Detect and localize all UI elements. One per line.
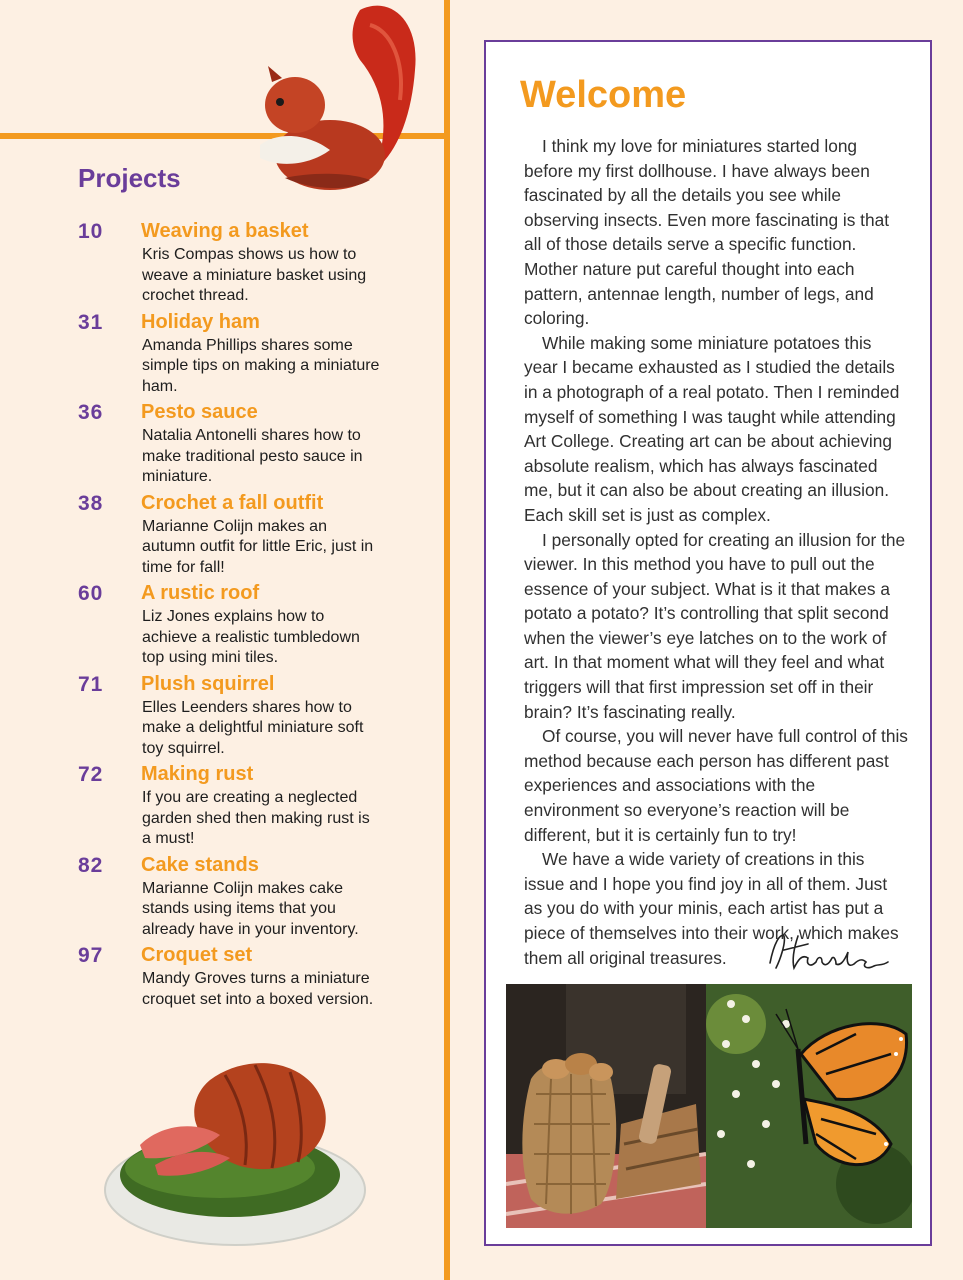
- potato-sack-photo: [506, 984, 706, 1228]
- welcome-panel: [484, 40, 932, 1246]
- project-title[interactable]: Cake stands: [141, 853, 259, 876]
- page-number: 82: [78, 853, 104, 877]
- welcome-paragraph: I personally opted for creating an illusion for the viewer. In this method you have to pull out the essence of your subject. What is it that makes a potato a potato? It’s controlling that split second when the viewer’s eye latches on to the work of art. In that moment what will they feel and what triggers will that first impression set off in their brain? It’s fascinating really.: [524, 529, 906, 722]
- project-description: Elles Leenders shares how to make a delightful miniature soft toy squirrel.: [142, 698, 364, 757]
- project-title[interactable]: Pesto sauce: [141, 401, 258, 423]
- project-item[interactable]: [78, 763, 378, 854]
- page-number: 72: [78, 763, 104, 786]
- project-description: Amanda Phillips shares some simple tips on making a miniature ham.: [142, 336, 380, 395]
- project-description: Natalia Antonelli shares how to make traditional pesto sauce in miniature.: [142, 427, 363, 485]
- project-item[interactable]: [78, 311, 378, 402]
- project-title[interactable]: Crochet a fall outfit: [141, 491, 324, 514]
- orange-divider: [444, 0, 450, 1280]
- welcome-paragraph: While making some miniature potatoes this year I became exhausted as I studied the details in a photograph of a real potato. Then I reminded myself of something I was taught while attending Art College. Creating art can be about achieving absolute realism, which has always fascinated me, but it can also be about creating an illusion. Each skill set is just as complex.: [524, 332, 900, 525]
- projects-heading: Projects: [78, 163, 181, 193]
- project-item[interactable]: [78, 673, 378, 764]
- project-title[interactable]: A rustic roof: [141, 582, 260, 604]
- project-item[interactable]: [78, 401, 378, 492]
- page-number: 10: [78, 220, 104, 243]
- welcome-body: [524, 134, 908, 970]
- welcome-paragraph: Of course, you will never have full control of this method because each person has different past experiences and associations with the environment so everyone’s reaction will be different, but it is certainly fun to try!: [524, 726, 908, 845]
- project-title[interactable]: Making rust: [141, 763, 254, 785]
- welcome-paragraph: I think my love for miniatures started long before my first dollhouse. I have always been fascinated by all the details you see while observing insects. Even more fascinating is that all of those details serve a specific function. Mother nature put careful thought into each pattern, antennae length, number of legs, and coloring.: [524, 136, 890, 329]
- ham-image: [100, 1040, 370, 1250]
- squirrel-image: [240, 0, 425, 200]
- project-title[interactable]: Plush squirrel: [141, 672, 275, 695]
- butterfly-photo: [706, 984, 912, 1228]
- page-number: 60: [78, 582, 104, 605]
- project-description: If you are creating a neglected garden shed then making rust is a must!: [142, 789, 370, 847]
- project-description: Kris Compas shows us how to weave a miniature basket using crochet thread.: [142, 246, 367, 304]
- welcome-paragraph: We have a wide variety of creations in this issue and I hope you find joy in all of them. Just as you do with your minis, each artist has put a piece of themselves into their work, which makes them all original treasures.: [524, 849, 899, 968]
- page-number: 71: [78, 672, 104, 696]
- project-title[interactable]: Croquet set: [141, 944, 253, 966]
- project-item[interactable]: [78, 582, 378, 673]
- project-description: Marianne Colijn makes cake stands using items that you already have in your inventory.: [142, 879, 359, 938]
- project-item[interactable]: [78, 492, 378, 583]
- project-description: Marianne Colijn makes an autumn outfit for little Eric, just in time for fall!: [142, 517, 374, 576]
- projects-list: [78, 220, 378, 1035]
- page-number: 38: [78, 491, 104, 515]
- project-item[interactable]: [78, 854, 378, 945]
- project-description: Liz Jones explains how to achieve a realistic tumbledown top using mini tiles.: [142, 608, 360, 666]
- project-description: Mandy Groves turns a miniature croquet set into a boxed version.: [142, 970, 374, 1008]
- welcome-heading: Welcome: [520, 74, 687, 116]
- project-title[interactable]: Weaving a basket: [141, 220, 309, 242]
- page-number: 36: [78, 401, 104, 424]
- project-item[interactable]: [78, 220, 378, 311]
- page-number: 97: [78, 944, 104, 967]
- project-item[interactable]: [78, 944, 378, 1035]
- page-number: 31: [78, 310, 104, 334]
- projects-column: [0, 0, 444, 1280]
- signature: [762, 928, 892, 978]
- project-title[interactable]: Holiday ham: [141, 310, 260, 333]
